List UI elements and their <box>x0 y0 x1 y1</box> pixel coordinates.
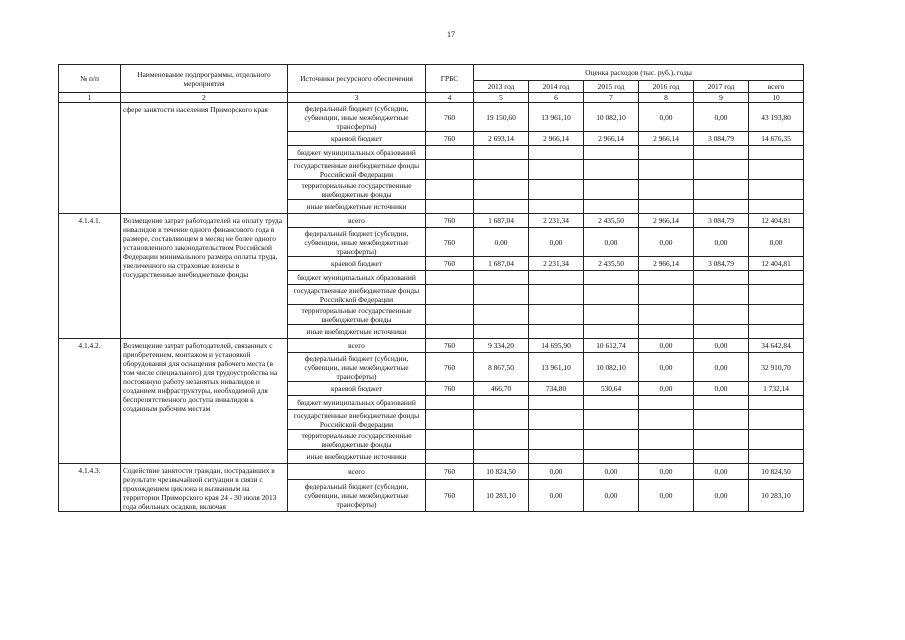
expense-value <box>474 285 529 305</box>
expense-value: 0,00 <box>639 339 694 353</box>
column-index: 9 <box>694 93 749 103</box>
expense-value <box>639 396 694 410</box>
expense-value: 0,00 <box>639 479 694 511</box>
expense-value <box>639 410 694 430</box>
expense-value <box>529 450 584 464</box>
expense-value <box>694 146 749 160</box>
expense-value: 0,00 <box>584 228 639 257</box>
expense-value <box>474 450 529 464</box>
expense-value <box>749 200 804 214</box>
expenditure-table <box>58 64 804 512</box>
expense-value: 0,00 <box>749 228 804 257</box>
expense-value: 3 084,79 <box>694 132 749 146</box>
expense-value: 34 642,84 <box>749 339 804 353</box>
expense-value: 12 404,81 <box>749 214 804 228</box>
expense-value <box>749 305 804 325</box>
expense-value <box>529 305 584 325</box>
funding-source: краевой бюджет <box>288 257 426 271</box>
expense-value: 0,00 <box>639 103 694 132</box>
expense-value <box>529 180 584 200</box>
expense-value: 0,00 <box>694 103 749 132</box>
expense-value <box>584 410 639 430</box>
expense-value <box>694 396 749 410</box>
expense-value <box>474 430 529 450</box>
expense-value: 14 695,90 <box>529 339 584 353</box>
expense-value <box>639 450 694 464</box>
expense-value <box>639 200 694 214</box>
grbs-code: 760 <box>426 103 474 132</box>
expense-value: 530,64 <box>584 382 639 396</box>
expense-value <box>584 200 639 214</box>
expense-value <box>529 146 584 160</box>
expense-value <box>749 396 804 410</box>
header-name: Наименование подпрограммы, отдельного мероприятия <box>121 65 288 93</box>
expense-value <box>584 180 639 200</box>
expense-value: 0,00 <box>694 479 749 511</box>
grbs-code <box>426 271 474 285</box>
header-year: 2014 год <box>529 81 584 93</box>
expense-value <box>694 305 749 325</box>
expense-value <box>474 160 529 180</box>
grbs-code: 760 <box>426 132 474 146</box>
expense-value: 0,00 <box>474 228 529 257</box>
funding-source: краевой бюджет <box>288 132 426 146</box>
expense-value <box>584 450 639 464</box>
expense-value: 2 231,34 <box>529 257 584 271</box>
expense-value <box>694 200 749 214</box>
header-year: 2015 год <box>584 81 639 93</box>
expense-value: 0,00 <box>694 339 749 353</box>
expense-value: 10 612,74 <box>584 339 639 353</box>
expense-value: 0,00 <box>694 464 749 480</box>
funding-source: федеральный бюджет (субсидии, субвенции, иные межбюджетные трансферты) <box>288 228 426 257</box>
grbs-code: 760 <box>426 228 474 257</box>
expense-value <box>529 271 584 285</box>
table-container <box>58 64 818 566</box>
grbs-code <box>426 450 474 464</box>
expense-value <box>584 430 639 450</box>
funding-source: иные внебюджетные источники <box>288 325 426 339</box>
funding-source: бюджет муниципальных образований <box>288 396 426 410</box>
table-row <box>59 214 804 228</box>
expense-value: 466,70 <box>474 382 529 396</box>
expense-value: 0,00 <box>639 228 694 257</box>
expense-value: 0,00 <box>529 228 584 257</box>
expense-value <box>639 430 694 450</box>
expense-value: 0,00 <box>694 228 749 257</box>
expense-value: 0,00 <box>639 382 694 396</box>
expense-value <box>474 325 529 339</box>
item-name: Возмещение затрат работодателей, связанных с приобретением, монтажом и установкой оборудования для оснащения рабочего места (в том числе специального) для трудоустройства на постоянную работу незанятых инвалидов и созданием инфраструктуры, необходимой для беспрепятственного доступа инвалидов к созданным рабочим местам <box>121 339 288 464</box>
expense-value: 2 966,14 <box>584 132 639 146</box>
grbs-code: 760 <box>426 382 474 396</box>
expense-value <box>474 180 529 200</box>
funding-source: федеральный бюджет (субсидии, субвенции, иные межбюджетные трансферты) <box>288 103 426 132</box>
header-year: 2017 год <box>694 81 749 93</box>
expense-value <box>694 180 749 200</box>
grbs-code: 760 <box>426 339 474 353</box>
expense-value: 0,00 <box>694 353 749 382</box>
expense-value <box>529 200 584 214</box>
expense-value <box>639 325 694 339</box>
expense-value <box>529 410 584 430</box>
item-name: Возмещение затрат работодателей на оплату труда инвалидов в течение одного финансового года в размере, составляющем в месяц не более одного установленного законодательством Российской Федерации минимального размера оплаты труда, увеличенного на страховые взносы в государственные внебюджетные фонды <box>121 214 288 339</box>
grbs-code: 760 <box>426 464 474 480</box>
expense-value <box>584 271 639 285</box>
header-grbs: ГРБС <box>426 65 474 93</box>
expense-value: 10 082,10 <box>584 353 639 382</box>
item-name: сфере занятости населения Приморского края <box>121 103 288 214</box>
expense-value: 19 150,60 <box>474 103 529 132</box>
expense-value: 32 910,70 <box>749 353 804 382</box>
expense-value <box>474 200 529 214</box>
column-index: 8 <box>639 93 694 103</box>
expense-value <box>749 180 804 200</box>
expense-value: 3 084,79 <box>694 257 749 271</box>
expense-value <box>749 285 804 305</box>
expense-value: 2 435,50 <box>584 214 639 228</box>
expense-value <box>749 410 804 430</box>
table-row <box>59 339 804 353</box>
column-index: 10 <box>749 93 804 103</box>
funding-source: территориальные государственные внебюджетные фонды <box>288 430 426 450</box>
column-index: 5 <box>474 93 529 103</box>
grbs-code: 760 <box>426 257 474 271</box>
column-index: 7 <box>584 93 639 103</box>
grbs-code: 760 <box>426 479 474 511</box>
expense-value: 2 435,50 <box>584 257 639 271</box>
expense-value: 2 966,14 <box>639 257 694 271</box>
funding-source: всего <box>288 214 426 228</box>
item-number <box>59 103 121 214</box>
funding-source: государственные внебюджетные фонды Российской Федерации <box>288 410 426 430</box>
table-row <box>59 103 804 132</box>
grbs-code <box>426 200 474 214</box>
grbs-code <box>426 325 474 339</box>
expense-value: 2 966,14 <box>529 132 584 146</box>
expense-value <box>639 180 694 200</box>
funding-source: иные внебюджетные источники <box>288 200 426 214</box>
expense-value: 0,00 <box>529 464 584 480</box>
funding-source: всего <box>288 464 426 480</box>
funding-source: федеральный бюджет (субсидии, субвенции, иные межбюджетные трансферты) <box>288 353 426 382</box>
header-estimate: Оценка расходов (тыс. руб.), годы <box>474 65 804 81</box>
expense-value <box>474 271 529 285</box>
expense-value: 2 693,14 <box>474 132 529 146</box>
expense-value: 0,00 <box>694 382 749 396</box>
funding-source: иные внебюджетные источники <box>288 450 426 464</box>
expense-value: 12 404,81 <box>749 257 804 271</box>
expense-value: 10 082,10 <box>584 103 639 132</box>
expense-value: 10 283,10 <box>749 479 804 511</box>
item-number: 4.1.4.2. <box>59 339 121 464</box>
expense-value <box>474 396 529 410</box>
expense-value: 2 966,14 <box>639 214 694 228</box>
grbs-code <box>426 430 474 450</box>
expense-value <box>639 271 694 285</box>
column-index: 1 <box>59 93 121 103</box>
expense-value <box>474 146 529 160</box>
expense-value <box>749 160 804 180</box>
expense-value: 10 283,10 <box>474 479 529 511</box>
page-number: 17 <box>447 30 455 39</box>
table-row <box>59 464 804 480</box>
expense-value: 0,00 <box>584 464 639 480</box>
grbs-code: 760 <box>426 353 474 382</box>
grbs-code <box>426 396 474 410</box>
expense-value: 0,00 <box>639 353 694 382</box>
expense-value <box>474 305 529 325</box>
expense-value <box>749 271 804 285</box>
expense-value <box>639 285 694 305</box>
funding-source: государственные внебюджетные фонды Российской Федерации <box>288 285 426 305</box>
grbs-code <box>426 160 474 180</box>
expense-value <box>639 160 694 180</box>
column-index: 3 <box>288 93 426 103</box>
expense-value <box>694 271 749 285</box>
expense-value <box>694 285 749 305</box>
expense-value <box>639 146 694 160</box>
header-year: 2013 год <box>474 81 529 93</box>
grbs-code <box>426 410 474 430</box>
expense-value: 3 084,79 <box>694 214 749 228</box>
header-num: № п/п <box>59 65 121 93</box>
expense-value: 2 966,14 <box>639 132 694 146</box>
expense-value <box>584 325 639 339</box>
expense-value <box>529 160 584 180</box>
item-number: 4.1.4.1. <box>59 214 121 339</box>
expense-value: 2 231,34 <box>529 214 584 228</box>
expense-value: 43 193,80 <box>749 103 804 132</box>
expense-value: 9 334,20 <box>474 339 529 353</box>
expense-value <box>694 160 749 180</box>
expense-value: 0,00 <box>584 479 639 511</box>
grbs-code <box>426 180 474 200</box>
expense-value: 8 867,50 <box>474 353 529 382</box>
item-number: 4.1.4.3. <box>59 464 121 512</box>
expense-value: 1 687,04 <box>474 257 529 271</box>
expense-value: 734,80 <box>529 382 584 396</box>
funding-source: государственные внебюджетные фонды Российской Федерации <box>288 160 426 180</box>
expense-value: 10 824,50 <box>474 464 529 480</box>
expense-value: 0,00 <box>639 464 694 480</box>
column-index: 6 <box>529 93 584 103</box>
expense-value <box>749 450 804 464</box>
expense-value <box>529 396 584 410</box>
expense-value <box>694 410 749 430</box>
funding-source: территориальные государственные внебюджетные фонды <box>288 180 426 200</box>
expense-value <box>584 160 639 180</box>
expense-value <box>749 325 804 339</box>
expense-value <box>694 325 749 339</box>
expense-value: 1 687,04 <box>474 214 529 228</box>
expense-value <box>584 146 639 160</box>
expense-value <box>749 146 804 160</box>
expense-value <box>529 285 584 305</box>
header-year: всего <box>749 81 804 93</box>
header-source: Источники ресурсного обеспечения <box>288 65 426 93</box>
expense-value <box>639 305 694 325</box>
funding-source: федеральный бюджет (субсидии, субвенции, иные межбюджетные трансферты) <box>288 479 426 511</box>
grbs-code <box>426 285 474 305</box>
grbs-code <box>426 305 474 325</box>
grbs-code: 760 <box>426 214 474 228</box>
expense-value <box>694 430 749 450</box>
expense-value: 13 961,10 <box>529 353 584 382</box>
expense-value <box>694 450 749 464</box>
expense-value <box>749 430 804 450</box>
grbs-code <box>426 146 474 160</box>
column-index: 2 <box>121 93 288 103</box>
expense-value <box>529 325 584 339</box>
expense-value: 14 676,35 <box>749 132 804 146</box>
funding-source: бюджет муниципальных образований <box>288 271 426 285</box>
expense-value <box>584 285 639 305</box>
expense-value <box>584 305 639 325</box>
column-index: 4 <box>426 93 474 103</box>
expense-value: 13 961,10 <box>529 103 584 132</box>
expense-value: 0,00 <box>529 479 584 511</box>
expense-value <box>584 396 639 410</box>
funding-source: краевой бюджет <box>288 382 426 396</box>
expense-value <box>529 430 584 450</box>
expense-value: 1 732,14 <box>749 382 804 396</box>
expense-value: 10 824,50 <box>749 464 804 480</box>
item-name: Содействие занятости граждан, пострадавших в результате чрезвычайной ситуации в связи с прохождением циклона и вызванным на территории Приморского края 24 - 30 июля 2013 года обильных осадков, включая <box>121 464 288 512</box>
header-year: 2016 год <box>639 81 694 93</box>
funding-source: всего <box>288 339 426 353</box>
funding-source: бюджет муниципальных образований <box>288 146 426 160</box>
funding-source: территориальные государственные внебюджетные фонды <box>288 305 426 325</box>
expense-value <box>474 410 529 430</box>
